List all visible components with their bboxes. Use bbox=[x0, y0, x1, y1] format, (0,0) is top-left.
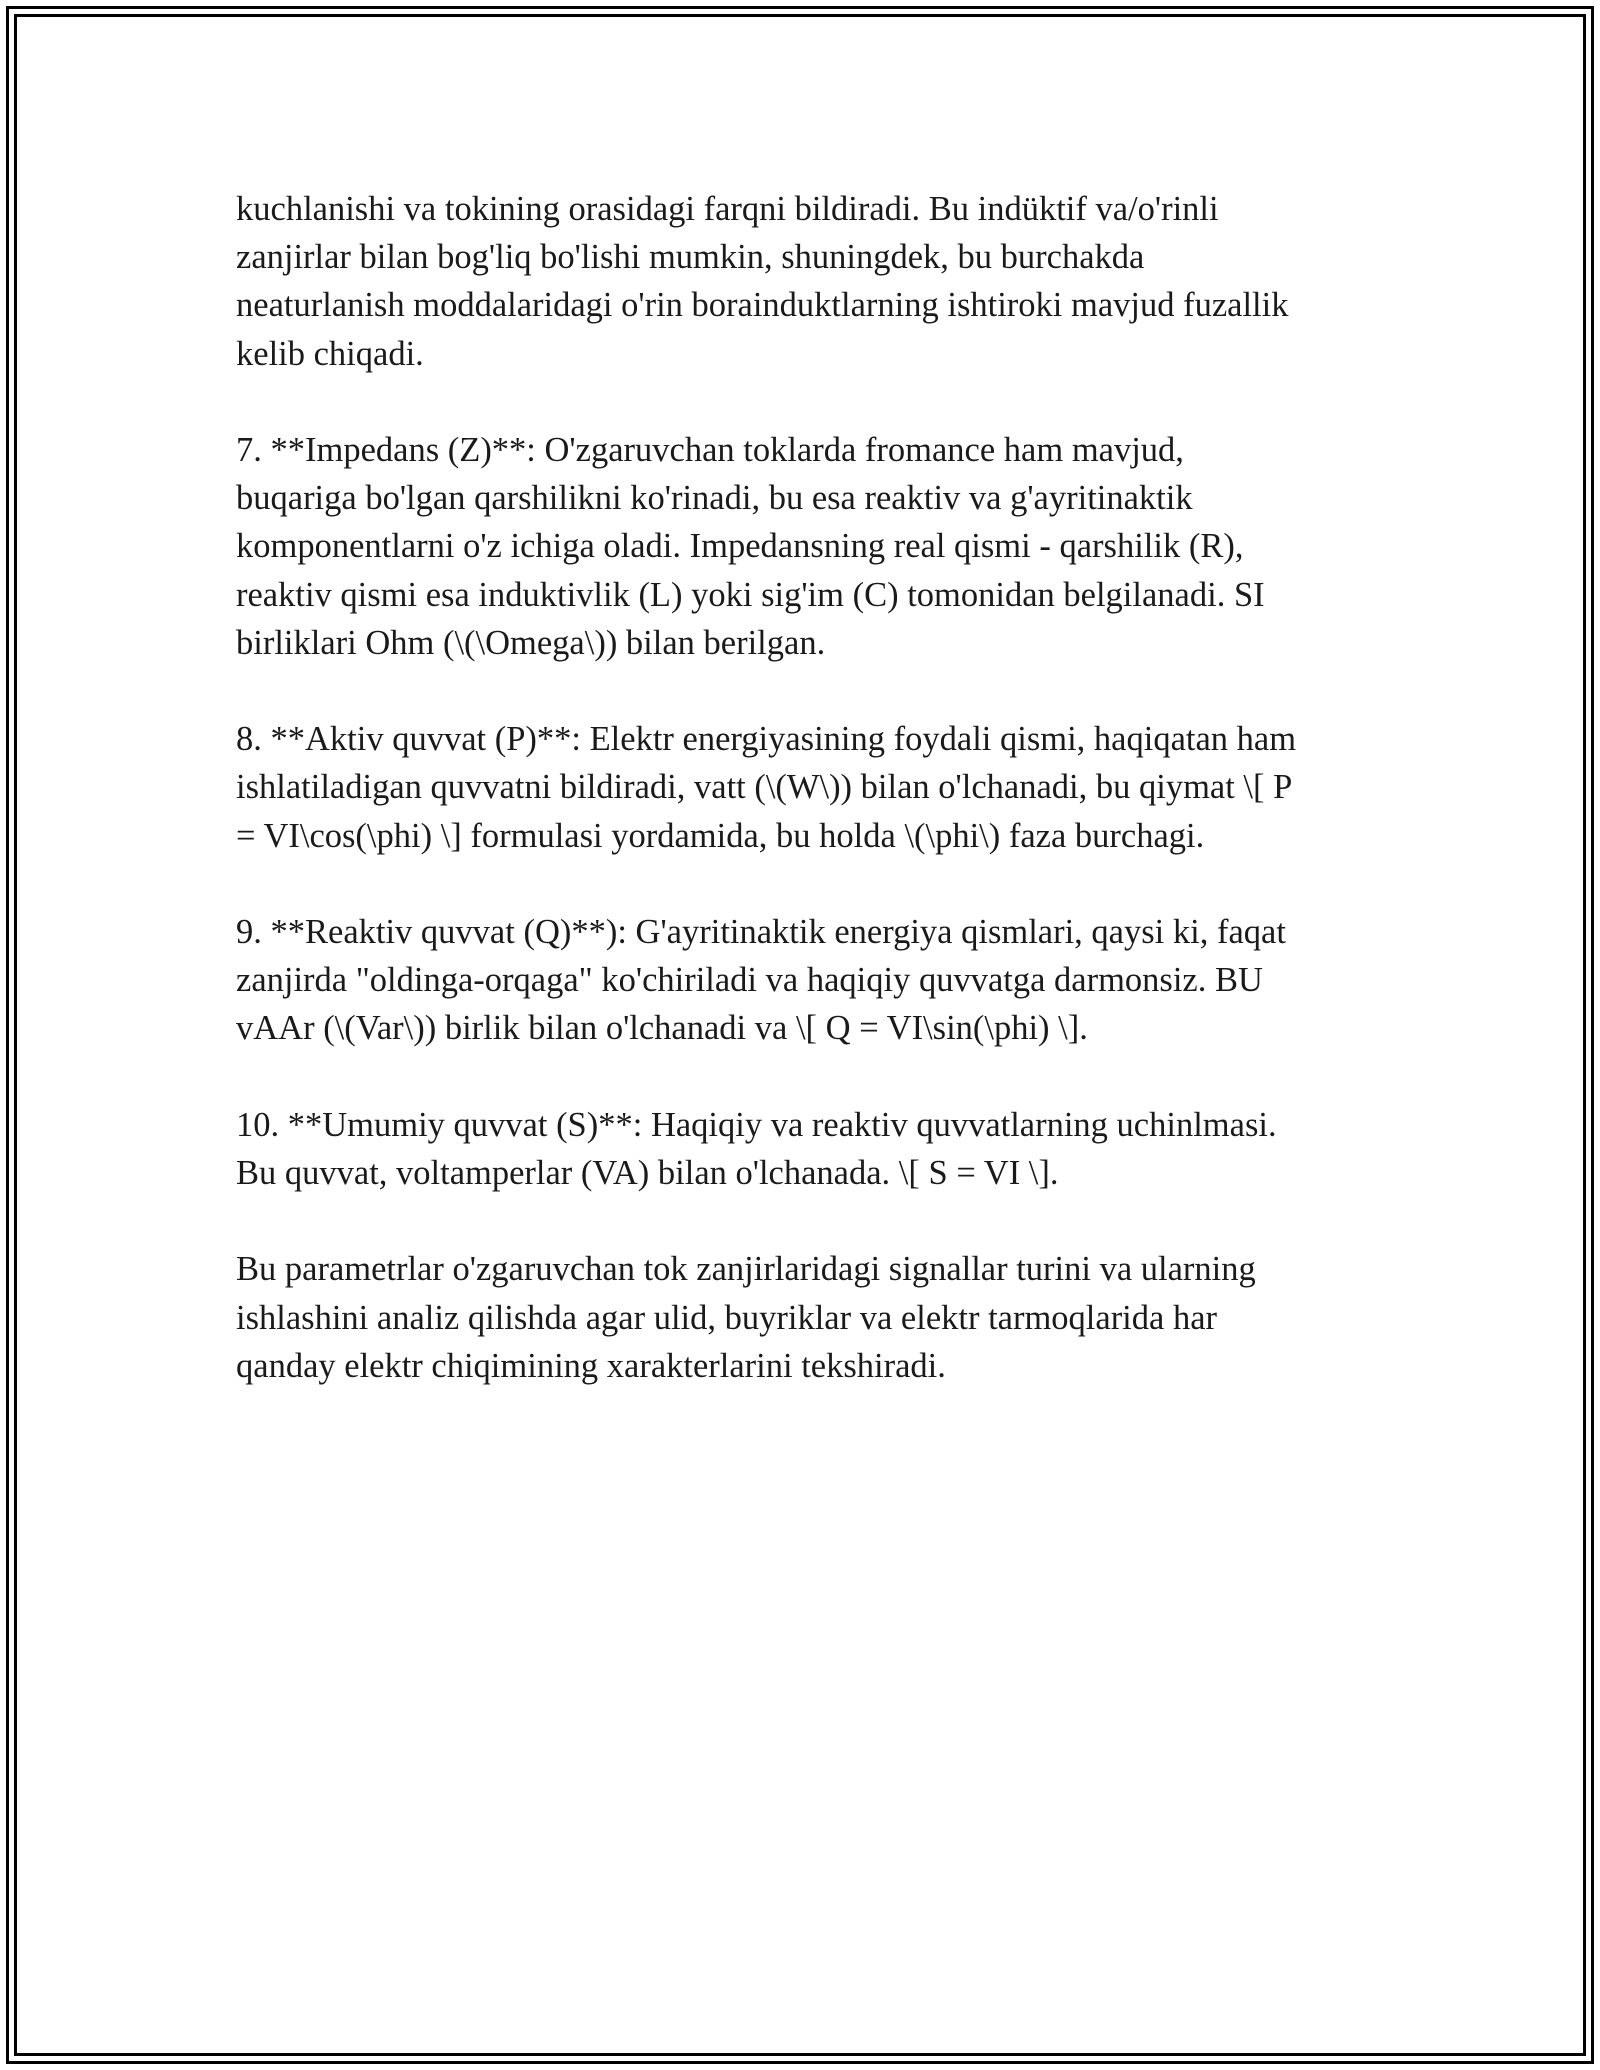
paragraph-phase-angle-continuation: kuchlanishi va tokining orasidagi farqni bildiradi. Bu indüktif va/o'rinli zanjirlar bilan bog'liq bo'lishi mumkin, shuningdek, bu burchakda neaturlanish moddalaridagi o'rin borainduktlarning ishtiroki mavjud fuzallik kelib chiqadi. bbox=[236, 190, 1289, 373]
paragraph-apparent-power: 10. **Umumiy quvvat (S)**: Haqiqiy va reaktiv quvvatlarning uchinlmasi. Bu quvvat, voltamperlar (VA) bilan o'lchanada. \[ S = VI \]. bbox=[236, 1105, 1277, 1192]
paragraph-impedance: 7. **Impedans (Z)**: O'zgaruvchan toklarda fromance ham mavjud, buqariga bo'lgan qarshilikni ko'rinadi, bu esa reaktiv va g'ayritinaktik komponentlarni o'z ichiga oladi. Impedansning real qismi - qarshilik (R), reaktiv qismi esa induktivlik (L) yoki sig'im (C) tomonidan belgilanadi. SI birliklari Ohm (\(\Omega\)) bilan berilgan. bbox=[236, 431, 1265, 662]
paragraph-active-power: 8. **Aktiv quvvat (P)**: Elektr energiyasining foydali qismi, haqiqatan ham ishlatiladigan quvvatni bildiradi, vatt (\(W\)) bilan o'lchanadi, bu qiymat \[ P = VI\cos(\phi) \] formulasi yordamida, bu holda \(\phi\) faza burchagi. bbox=[236, 720, 1297, 855]
paragraph-reactive-power: 9. **Reaktiv quvvat (Q)**): G'ayritinaktik energiya qismlari, qaysi ki, faqat zanjirda "oldinga-orqaga" ko'chiriladi va haqiqiy quvvatga darmonsiz. BU vAAr (\(Var\)) birlik bilan o'lchanadi va \[ Q = VI\sin(\phi) \]. bbox=[236, 913, 1286, 1048]
document-body bbox=[236, 185, 1386, 1438]
paragraph-conclusion: Bu parametrlar o'zgaruvchan tok zanjirlaridagi signallar turini va ularning ishlashini analiz qilishda agar ulid, buyriklar va elektr tarmoqlarida har qanday elektr chiqimining xarakterlarini tekshiradi. bbox=[236, 1250, 1256, 1385]
